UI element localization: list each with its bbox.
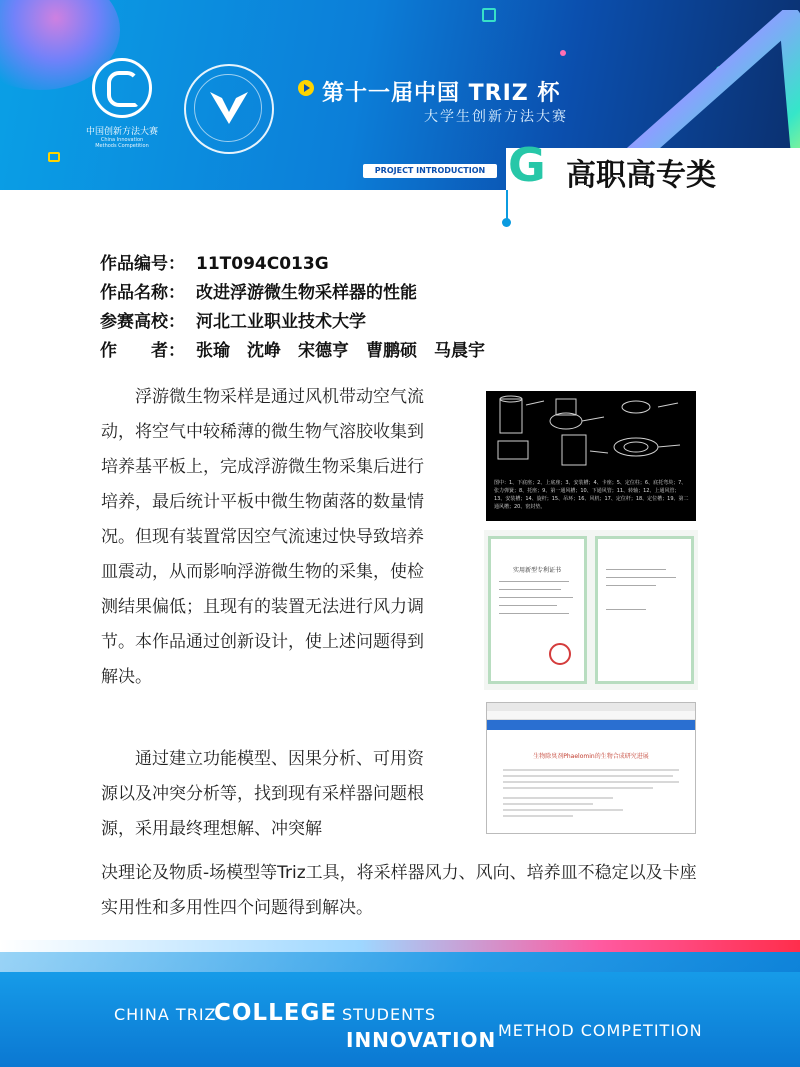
paper-text-line [503,775,673,777]
certificate-text-line [499,589,561,590]
paper-text-line [503,797,613,799]
certificate-text-line [499,613,569,614]
description-paragraph-2: 通过建立功能模型、因果分析、可用资源以及冲突分析等，找到现有采样器问题根源，采用最终理想解、冲突解 [101,749,424,839]
footer-text-china-triz: CHINA TRIZ [114,1005,217,1024]
description-paragraph-3: 决理论及物质-场模型等Triz工具，将采样器风力、风向、培养皿不稳定以及卡座实用性和多用性四个问题得到解决。 [101,863,697,918]
device-diagram-image [486,391,696,521]
site-header [487,720,695,730]
category-letter: G [508,138,546,192]
footer-gradient-band [0,940,800,952]
paper-text-line [503,781,679,783]
browser-addressbar [487,711,695,720]
certificate-text-line [499,597,573,598]
description-paragraph-1: 浮游微生物采样是通过风机带动空气流动，将空气中较稀薄的微生物气溶胶收集到培养基平板上，完成浮游微生物采集后进行培养，最后统计平板中微生物菌落的数量情况。但现有装置常因空气流速过快导致培养皿震动，从而影响浮游微生物的采集，使检测结果偏低；且现有的装置无法进行风力调节。本作品通过创新设计，使上述问题得到解决。 [101,387,424,687]
certificate-text-line [499,581,569,582]
project-introduction-label: PROJECT INTRODUCTION [363,164,497,178]
category-connector-line [506,190,508,220]
certificate-page-left [488,536,587,684]
browser-tabbar [487,703,695,711]
triz-badge-icon [206,84,252,130]
info-row-number [100,250,485,279]
number-label: 作品编号： [100,254,185,274]
footer-text-method-competition: METHOD COMPETITION [498,1021,703,1040]
diagram-legend: 图中：1、下底座；2、上底座；3、安装槽；4、卡座；5、定位柱；6、底托弯块；7、张力弹簧；8、托座；9、第一通风槽；10、下通风管；11、转轴；12、上通风管；13、安装槽；14、旋杆；15、吊环；16、风机；17、定位杆；18、定位槽；19、第二通风槽；20、密封垫。 [494,480,689,510]
decorative-dot [560,50,566,56]
certificate-text-line [606,577,676,578]
footer-wave [0,952,800,972]
footer-text-innovation: INNOVATION [346,1028,497,1052]
competition-subtitle: 大学生创新方法大赛 [424,109,568,125]
triz-badge [184,64,274,154]
triz-badge-text [0,0,1,1]
paper-title: 生物除臭剂Phaelomin的生物合成研究进展 [533,753,649,760]
number-value: 11T094C013G [196,254,329,274]
decorative-square [482,8,496,22]
paper-screenshot-image [486,702,696,834]
competition-title: 第十一届中国 TRIZ 杯 [322,81,561,106]
certificate-text-line [499,605,557,606]
category-name: 高职高专类 [566,158,716,193]
paper-text-line [503,809,623,811]
footer-text-college: COLLEGE [214,1000,338,1026]
cimc-logo-en-1: China Innovation [100,137,144,143]
info-row-name [100,279,485,308]
cimc-logo-cn: 中国创新方法大赛 [85,127,158,137]
paper-text-line [503,769,679,771]
cimc-logo-icon [92,58,152,118]
decorative-square [48,152,60,162]
category-connector-dot [502,218,511,227]
device-diagram-drawing [486,391,696,481]
play-icon [298,80,314,96]
patent-certificate-image [484,530,698,690]
paper-text-line [503,803,593,805]
paper-text-line [503,815,573,817]
author-label: 作 者： [100,341,185,361]
footer-text-students: STUDENTS [342,1005,436,1024]
name-value: 改进浮游微生物采样器的性能 [196,283,417,303]
certificate-text-line [606,609,646,610]
project-info [100,250,485,366]
info-row-author [100,337,485,366]
certificate-text-line [606,585,656,586]
info-row-school [100,308,485,337]
certificate-page-right [595,536,694,684]
cimc-logo [82,58,162,148]
school-value: 河北工业职业技术大学 [196,312,366,332]
author-value: 张瑜 沈峥 宋德亨 曹鹏硕 马晨宇 [196,341,485,361]
certificate-seal-icon [549,643,571,665]
paper-text-line [503,787,653,789]
certificate-title: 实用新型专利证书 [512,567,561,574]
cimc-logo-en-2: Methods Competition [95,143,149,149]
school-label: 参赛高校： [100,312,185,332]
certificate-text-line [606,569,666,570]
name-label: 作品名称： [100,283,185,303]
